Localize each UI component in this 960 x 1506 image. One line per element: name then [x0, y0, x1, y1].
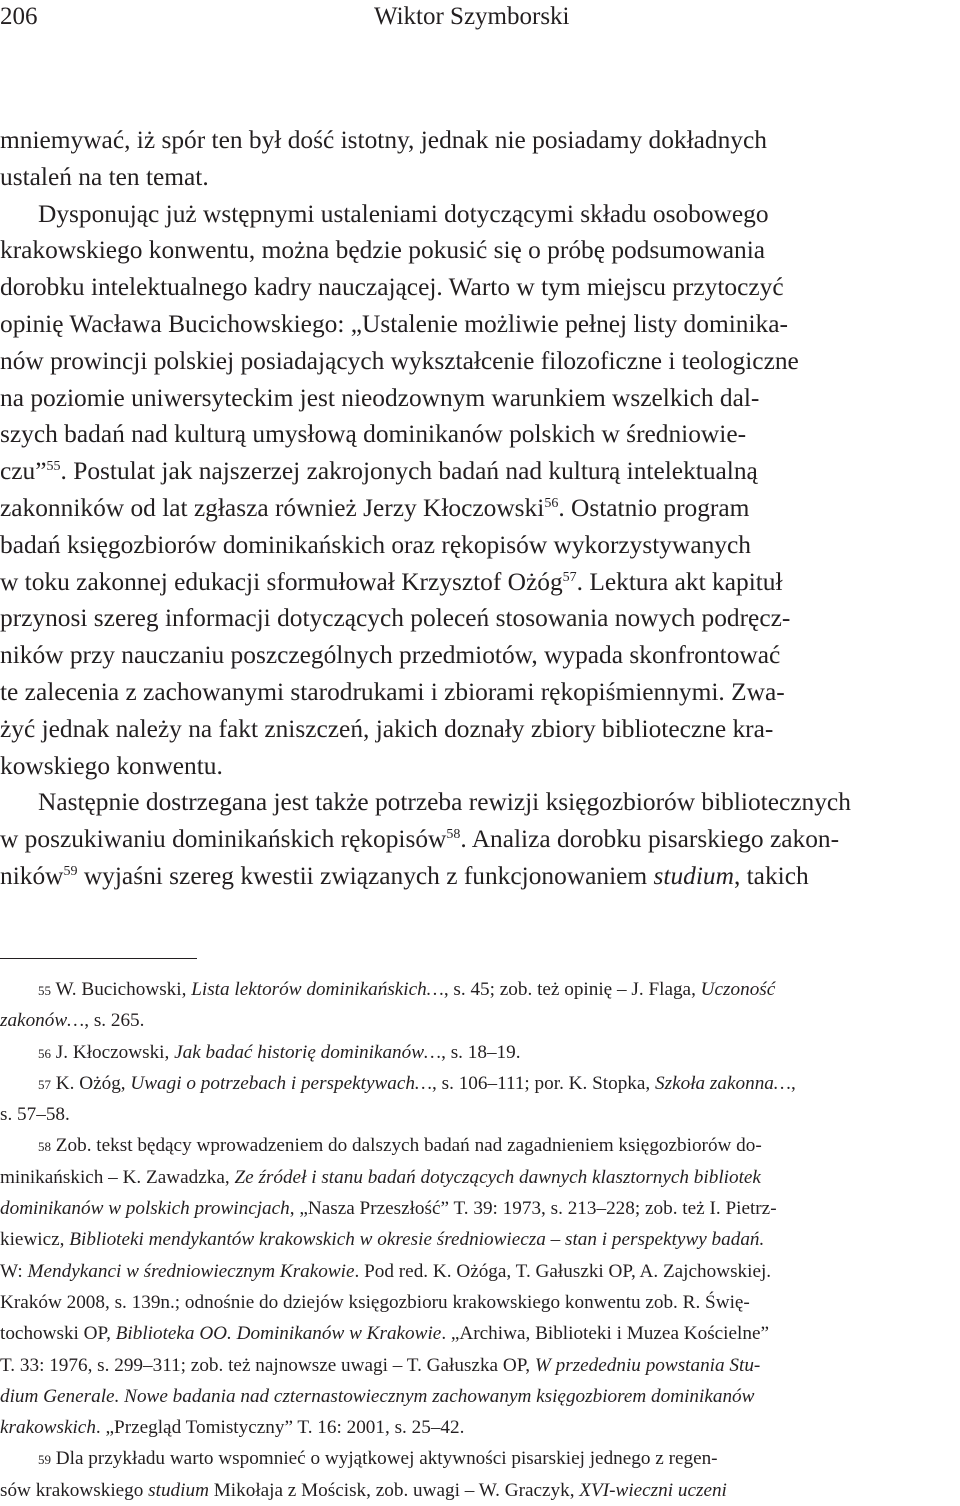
footnote-title: Lista lektorów dominikańskich… — [191, 979, 444, 1000]
body-line — [0, 416, 960, 453]
footnote-text: , s. 18–19. — [441, 1041, 521, 1063]
body-line-text: żyć jednak należy na fakt zniszczeń, jakich doznały zbiory biblioteczne kra- — [0, 714, 774, 743]
footnote-text: T. 33: 1976, s. 299–311; zob. też najnowsze uwagi – T. Gałuszka OP, — [0, 1354, 535, 1376]
body-line-text: zakonników od lat zgłasza również Jerzy Kłoczowski — [0, 493, 545, 522]
body-line — [0, 490, 960, 527]
footnote-text: . Pod red. K. Ożóga, T. Gałuszki OP, A. Zajchowskiej. — [354, 1260, 772, 1282]
footnote-title: Jak badać historię dominikanów… — [174, 1041, 442, 1063]
body-line-text: w toku zakonnej edukacji sformułował Krzysztof Ożóg — [0, 567, 563, 596]
body-line-text: ników przy nauczaniu poszczególnych przedmiotów, wypada skonfrontować — [0, 641, 781, 670]
footnotes — [0, 974, 960, 1506]
body-line-text: wyjaśni szereg kwestii związanych z funkcjonowaniem — [77, 861, 654, 890]
body-line — [0, 306, 960, 343]
body-line — [0, 784, 960, 821]
body-line — [0, 821, 960, 858]
footnote-title: studium — [148, 1479, 209, 1501]
footnote-text: sów krakowskiego — [0, 1479, 149, 1501]
body-line-text: krakowskiego konwentu, można będzie pokusić się o próbę podsumowania — [0, 236, 766, 265]
body-line-text: . Ostatnio program — [558, 493, 750, 522]
footnote-text: s. 57–58. — [0, 1104, 70, 1126]
body-line-text: . Postulat jak najszerzej zakrojonych badań nad kulturą intelektualną — [60, 457, 758, 486]
footnote-line — [0, 974, 960, 1005]
footnote-text: J. Kłoczowski, — [55, 1041, 175, 1063]
footnote-ref-57[interactable]: 57 — [562, 569, 577, 585]
body-line — [0, 232, 960, 269]
body-text — [0, 122, 960, 895]
running-head: Wiktor Szymborski — [374, 3, 570, 30]
body-line — [0, 858, 960, 895]
footnote-text: , s. 45; zob. też opinię – J. Flaga, — [443, 979, 701, 1000]
footnote-text: W. Bucichowski, — [55, 979, 192, 1000]
footnote-line — [0, 1068, 960, 1099]
footnote-line — [0, 1443, 960, 1474]
footnote-line — [0, 1381, 960, 1412]
footnote-59 — [0, 1443, 960, 1506]
footnote-line — [0, 1287, 960, 1318]
body-line-text: . Analiza dorobku pisarskiego zakon- — [460, 825, 840, 854]
footnote-56 — [0, 1037, 960, 1068]
footnote-line — [0, 1350, 960, 1381]
footnote-text: , — [790, 1072, 796, 1094]
footnote-ref-56[interactable]: 56 — [544, 495, 559, 511]
footnote-line — [0, 1224, 960, 1255]
footnote-55 — [0, 974, 960, 1037]
footnote-line — [0, 1412, 960, 1443]
body-line — [0, 343, 960, 380]
body-line-text: kowskiego konwentu. — [0, 751, 223, 780]
footnote-title: Mendykanci w średniowiecznym Krakowie — [27, 1260, 355, 1282]
footnote-title: Biblioteka OO. Dominikanów w Krakowie — [115, 1323, 442, 1345]
body-line — [0, 159, 960, 196]
footnote-title: Uwagi o potrzebach i perspektywach… — [130, 1072, 433, 1094]
body-line-text: na poziomie uniwersyteckim jest nieodzownym warunkiem wszelkich dal- — [0, 383, 760, 412]
footnote-line — [0, 1256, 960, 1287]
footnote-text: . „Przegląd Tomistyczny” T. 16: 2001, s. 25–42. — [95, 1417, 465, 1439]
footnote-text: Mikołaja z Mościsk, zob. uwagi – W. Graczyk, — [208, 1479, 580, 1501]
page-number: 206 — [0, 3, 38, 30]
footnote-number: 55 — [38, 983, 51, 998]
footnote-text: tochowski OP, — [0, 1323, 116, 1345]
body-line-text: badań księgozbiorów dominikańskich oraz rękopisów wykorzystywanych — [0, 530, 751, 559]
footnote-text: , s. 106–111; por. K. Stopka, — [432, 1072, 656, 1094]
footnote-line — [0, 1037, 960, 1068]
footnote-separator — [0, 958, 197, 959]
footnote-text: Dla przykładu warto wspomnieć o wyjątkowej aktywności pisarskiej jednego z regen- — [55, 1448, 718, 1470]
body-line — [0, 748, 960, 785]
footnote-ref-59[interactable]: 59 — [63, 863, 78, 879]
body-line-italic: studium — [653, 861, 734, 890]
body-line-text: nów prowincji polskiej posiadających wykształcenie filozoficzne i teologiczne — [0, 346, 799, 375]
footnote-text: W: — [0, 1260, 28, 1282]
footnote-text: K. Ożóg, — [55, 1072, 131, 1094]
body-line-text: w poszukiwaniu dominikańskich rękopisów — [0, 825, 447, 854]
footnote-title: Biblioteki mendykantów krakowskich w okresie średniowiecza – stan i perspektywy badań. — [69, 1229, 765, 1251]
footnote-line — [0, 1099, 960, 1130]
body-line — [0, 564, 960, 601]
footnote-title: W przededniu powstania Stu- — [534, 1354, 761, 1376]
footnote-line — [0, 1162, 960, 1193]
footnote-text: minikańskich – K. Zawadzka, — [0, 1166, 235, 1188]
body-line-text: Następnie dostrzegana jest także potrzeba rewizji księgozbiorów bibliotecznych — [38, 788, 851, 817]
body-line-text: przynosi szereg informacji dotyczących poleceń stosowania nowych podręcz- — [0, 604, 791, 633]
footnote-text: . „Archiwa, Biblioteki i Muzea Kościelne” — [441, 1323, 769, 1345]
footnote-number: 59 — [38, 1452, 51, 1468]
footnote-57 — [0, 1068, 960, 1131]
footnote-text: Zob. tekst będący wprowadzeniem do dalszych badań nad zagadnieniem księgozbiorów do- — [55, 1135, 762, 1157]
footnote-title: Ze źródeł i stanu badań dotyczących dawnych klasztornych bibliotek — [234, 1166, 761, 1188]
body-line — [0, 674, 960, 711]
footnote-title: krakowskich — [0, 1417, 96, 1439]
body-line-text: opinię Wacława Bucichowskiego: „Ustalenie możliwie pełnej listy dominika- — [0, 309, 788, 338]
body-line — [0, 527, 960, 564]
body-line — [0, 600, 960, 637]
footnote-title: zakonów… — [0, 1010, 85, 1032]
body-line-text: ustaleń na ten temat. — [0, 162, 209, 191]
body-line — [0, 196, 960, 233]
footnote-text: Kraków 2008, s. 139n.; odnośnie do dziejów księgozbioru krakowskiego konwentu zob. R. Świę- — [0, 1291, 750, 1313]
body-line-text: , takich — [733, 861, 809, 890]
footnote-text: , s. 265. — [84, 1010, 145, 1032]
body-line-text: Dysponując już wstępnymi ustaleniami dotyczącymi składu osobowego — [38, 199, 769, 228]
body-line-text: . Lektura akt kapituł — [576, 567, 783, 596]
body-line — [0, 269, 960, 306]
footnote-title: dominikanów w polskich prowincjach — [0, 1198, 290, 1220]
body-line-text: mniemywać, iż spór ten był dość istotny, jednak nie posiadamy dokładnych — [0, 126, 767, 154]
footnote-number: 58 — [38, 1139, 51, 1155]
footnote-text: kiewicz, — [0, 1229, 70, 1251]
body-line — [0, 380, 960, 417]
body-line-text: czu” — [0, 457, 47, 486]
footnote-title: XVI-wieczni uczeni — [579, 1479, 727, 1501]
footnote-title: dium Generale. Nowe badania nad czternastowiecznym zachowanym księgozbiorem dominikanów — [0, 1385, 755, 1407]
body-line — [0, 453, 960, 490]
page-header — [0, 0, 960, 40]
footnote-number: 56 — [38, 1045, 51, 1061]
body-line-text: szych badań nad kulturą umysłową dominikanów polskich w średniowie- — [0, 420, 747, 449]
footnote-line — [0, 1130, 960, 1161]
footnote-number: 57 — [38, 1076, 51, 1092]
footnote-line — [0, 1193, 960, 1224]
body-line — [0, 637, 960, 674]
footnote-ref-58[interactable]: 58 — [446, 827, 461, 843]
body-line — [0, 122, 960, 159]
body-line-text: dorobku intelektualnego kadry nauczającej. Warto w tym miejscu przytoczyć — [0, 273, 784, 302]
footnote-line — [0, 1005, 960, 1036]
footnote-line — [0, 1475, 960, 1506]
footnote-ref-55[interactable]: 55 — [46, 459, 61, 475]
footnote-title: Szkoła zakonna… — [655, 1072, 791, 1094]
body-line-text: ników — [0, 861, 64, 890]
body-line-text: te zalecenia z zachowanymi starodrukami i zbiorami rękopiśmiennymi. Zwa- — [0, 677, 785, 706]
footnote-text: , „Nasza Przeszłość” T. 39: 1973, s. 213–228; zob. też I. Pietrz- — [289, 1198, 777, 1220]
footnote-58 — [0, 1130, 960, 1443]
footnote-title: Uczoność — [700, 979, 776, 1000]
footnote-line — [0, 1318, 960, 1349]
body-line — [0, 711, 960, 748]
